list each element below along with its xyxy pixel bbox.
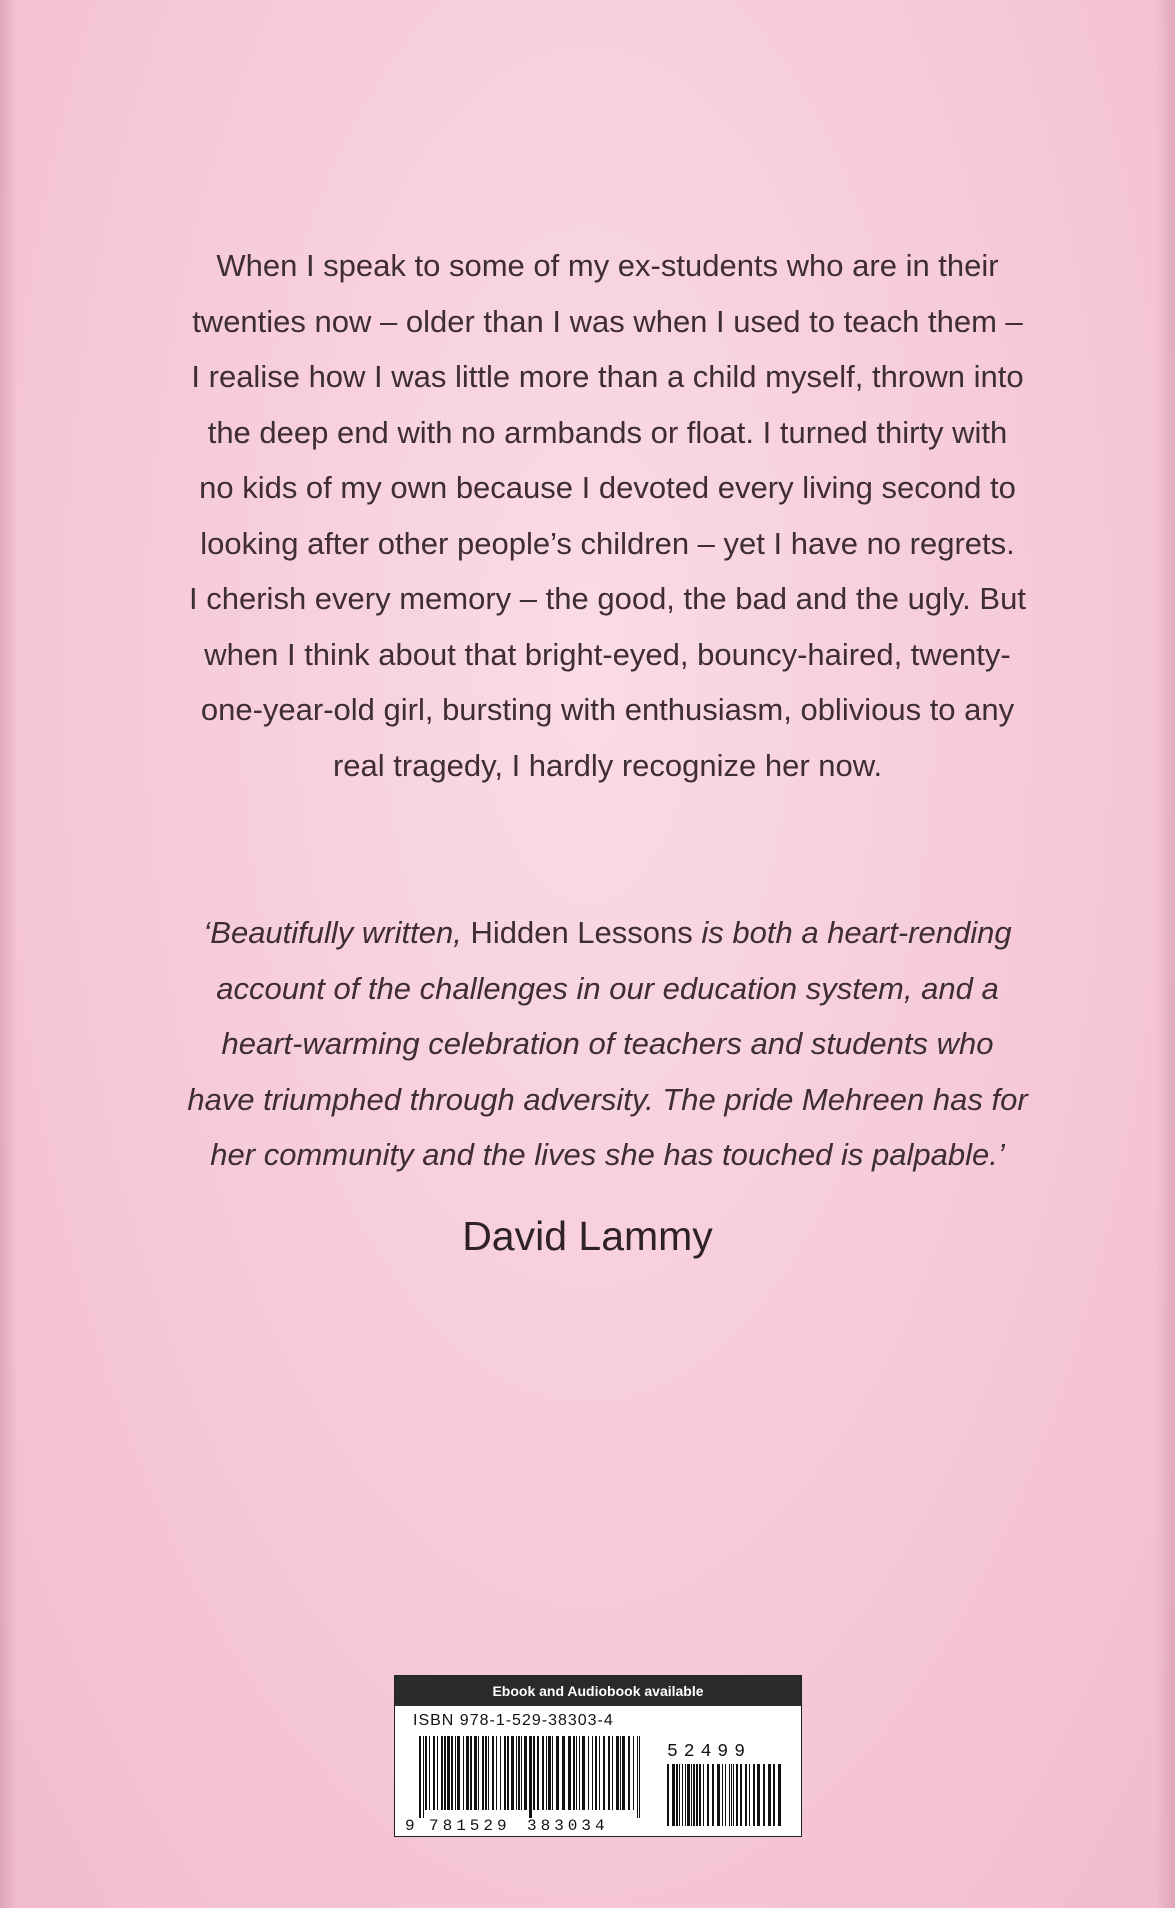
barcode-bar [608,1736,610,1810]
barcode-bar [429,1736,430,1810]
barcode-bar [576,1736,577,1810]
barcode-bar [507,1736,509,1810]
main-barcode-bars [419,1736,640,1818]
quote-line: have triumphed through adversity. The pride Mehreen has for [187,1081,1028,1117]
quote-line: her community and the lives she has touched is palpable.’ [210,1137,1005,1172]
barcode-bar [588,1736,589,1810]
barcode-bar [492,1736,494,1810]
addon-bar [685,1764,686,1826]
barcode-bar [633,1736,634,1810]
barcode-bar [419,1736,421,1818]
barcode-bar [524,1736,527,1810]
addon-bar [703,1764,704,1826]
addon-bar [696,1764,698,1826]
barcode-bar [470,1736,472,1810]
addon-bar [763,1764,765,1826]
barcode-bar [537,1736,539,1810]
addon-bar [778,1764,781,1826]
barcode-bar [620,1736,621,1810]
barcode-bar [595,1736,597,1810]
barcode-icon [395,1734,801,1834]
spine-shadow [0,0,18,1908]
barcode-bar [437,1736,438,1810]
barcode-bar [533,1736,535,1810]
barcode-bar [573,1736,575,1810]
barcode-bar [482,1736,484,1810]
addon-bar [712,1764,714,1826]
barcode-bar [457,1736,460,1810]
barcode-bar [542,1736,544,1810]
excerpt-line: when I think about that bright-eyed, bouncy-haired, twenty- [204,636,1011,672]
barcode-bar [529,1736,532,1818]
barcode-bar [423,1736,424,1818]
barcode-bar [552,1736,553,1810]
addon-barcode-bars [667,1764,781,1826]
price-code: 52499 [667,1742,752,1762]
addon-bar [682,1764,683,1826]
addon-bar [725,1764,726,1826]
barcode-bar [463,1736,464,1810]
addon-bar [722,1764,723,1826]
addon-bar [707,1764,709,1826]
addon-bar [672,1764,675,1826]
excerpt-line: real tragedy, I hardly recognize her now. [332,747,883,783]
excerpt-line: I realise how I was little more than a child myself, thrown into [191,359,1024,394]
barcode-label [394,1675,802,1837]
quote-text: is both a heart-rending [692,915,1012,950]
addon-bar [773,1764,775,1826]
addon-bar [753,1764,755,1826]
addon-bar [731,1764,732,1826]
review-quote [120,905,1095,1183]
barcode-bar [451,1736,453,1810]
isbn-text: ISBN 978-1-529-38303-4 [413,1712,614,1729]
addon-bar [679,1764,680,1826]
addon-bar [745,1764,747,1826]
addon-bar [757,1764,760,1826]
excerpt-line: no kids of my own because I devoted every living second to [199,470,1016,505]
addon-bar [667,1764,669,1826]
excerpt-line: one-year-old girl, bursting with enthusiasm, oblivious to any [200,692,1015,727]
barcode-bar [518,1736,520,1810]
addon-bar [733,1764,734,1826]
addon-bar [699,1764,701,1826]
barcode-bar [603,1736,605,1810]
addon-bar [749,1764,750,1826]
barcode-bar [548,1736,551,1810]
excerpt-line: twenties now – older than I was when I used to teach them – [192,303,1023,339]
lead-digit: 9 [405,1817,415,1834]
barcode-bar [562,1736,565,1810]
barcode-bar [628,1736,630,1810]
barcode-bar [622,1736,625,1810]
excerpt-line: the deep end with no armbands or float. I turned thirty with [207,414,1008,450]
addon-bar [687,1764,690,1826]
barcode-bar [599,1736,600,1810]
barcode-bar [639,1736,640,1818]
barcode-bar [612,1736,613,1810]
addon-bar [740,1764,742,1826]
barcode-bar [516,1736,517,1810]
barcode-bar [637,1736,638,1818]
excerpt-line: When I speak to some of my ex-students who are in their [216,248,999,283]
addon-bar [729,1764,730,1826]
barcode-bar [616,1736,619,1810]
barcode-bar [582,1736,585,1810]
barcode-bar [444,1736,446,1810]
addon-bar [676,1764,678,1826]
addon-bar [693,1764,695,1826]
edge-shadow [1155,0,1175,1908]
barcode-bar [485,1736,487,1810]
quote-line: heart-warming celebration of teachers and students who [221,1026,994,1061]
barcode-bar [556,1736,559,1810]
barcode-bar [521,1736,522,1810]
quote-line: account of the challenges in our education system, and a [216,970,999,1006]
excerpt-line: looking after other people’s children – yet I have no regrets. [200,525,1015,561]
quote-line [120,905,1095,961]
addon-bar [691,1764,692,1826]
quote-text: ‘Beautifully written, [203,915,471,950]
barcode-bar [504,1736,506,1810]
barcode-bar [568,1736,571,1810]
main-digits: 781529 [429,1817,511,1834]
barcode-bar [478,1736,479,1810]
addon-bar [768,1764,771,1826]
book-title: Hidden Lessons [470,915,693,950]
barcode-bar [474,1736,477,1810]
excerpt-line: I cherish every memory – the good, the bad and the ugly. But [189,581,1026,616]
addon-bar [736,1764,738,1826]
barcode-bar [466,1736,469,1810]
barcode-bar [488,1736,489,1810]
second-digits: 383034 [527,1817,609,1834]
barcode-bar [455,1736,456,1810]
barcode-bar [500,1736,501,1810]
barcode-bar [546,1736,547,1810]
addon-bar [717,1764,720,1826]
barcode-bar [441,1736,443,1810]
barcode-bar [511,1736,514,1810]
barcode-bar [447,1736,450,1810]
book-excerpt [135,238,1080,793]
barcode-bar [592,1736,593,1810]
barcode-bar [433,1736,435,1810]
barcode-bar [425,1736,427,1810]
barcode-bar [579,1736,580,1810]
barcode-bar [496,1736,497,1810]
quote-attribution: David Lammy [462,1213,713,1259]
availability-banner: Ebook and Audiobook available [395,1676,801,1706]
